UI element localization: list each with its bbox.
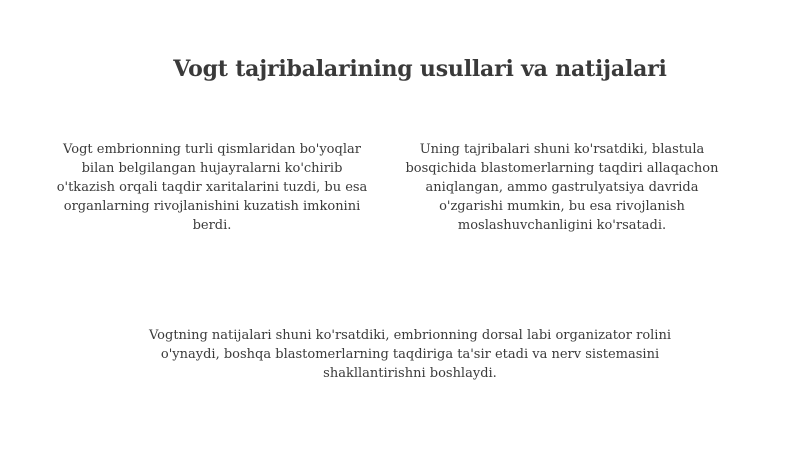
paragraph-dorsal-lip-organizer: Vogtning natijalari shuni ko'rsatdiki, embrionning dorsal labi organizator rolini o'ynaydi, boshqa blastomerlarning taqdiriga ta'sir etadi va nerv sistemasini shakllantirishni boshlaydi. [148, 328, 671, 381]
paragraph-fate-maps: Vogt embrionning turli qismlaridan bo'yoqlar bilan belgilangan hujayralarni ko'chirib o'tkazish orqali taqdir xaritalarini tuzdi, bu esa organlarning rivojlanishini kuzatish imkonini berdi. [56, 142, 368, 233]
paragraph-blastula-fate: Uning tajribalari shuni ko'rsatdiki, blastula bosqichida blastomerlarning taqdiri allaqachon aniqlangan, ammo gastrulyatsiya davrida o'zgarishi mumkin, bu esa rivojlanish moslashuvchanligini ko'rsatadi. [405, 142, 719, 233]
slide-title: Vogt tajribalarining usullari va natijalari [173, 56, 667, 82]
